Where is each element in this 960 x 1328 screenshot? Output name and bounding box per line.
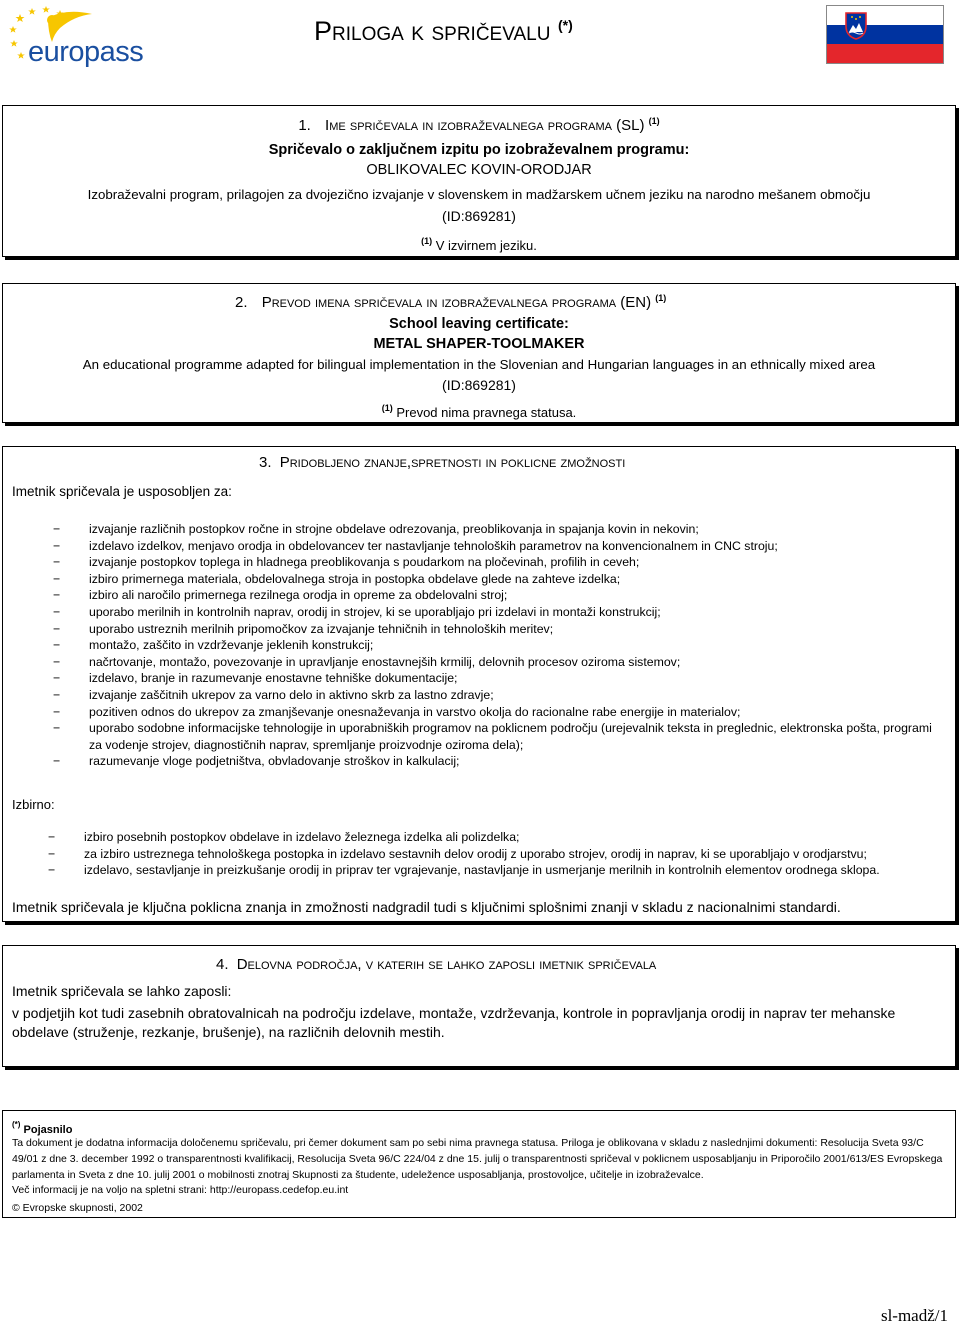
section-2-box	[2, 283, 956, 423]
section-1-mark: (1)	[648, 116, 660, 126]
competence-item: − montažo, zaščito in vzdrževanje jeklenih konstrukcij;	[53, 637, 933, 654]
section-4-title: Delovna področja, v katerih se lahko zaposli imetnik spričevala	[236, 956, 657, 973]
section-1-note-text: V izvirnem jeziku.	[435, 238, 537, 253]
competence-item: − izvajanje postopkov toplega in hladnega preoblikovanja s poudarkom na pločevinah, profilih in ceveh;	[53, 554, 933, 571]
section-4-heading	[216, 955, 656, 975]
footnote-copyright: © Evropske skupnosti, 2002	[12, 1202, 143, 1214]
competence-item: − razumevanje vloge podjetništva, obvladovanje stroškov in kalkulacij;	[53, 753, 933, 770]
programme-description-sl: Izobraževalni program, prilagojen za dvojezično izvajanje v slovenskem in madžarskem učnem jeziku na narodno mešanem območju	[87, 187, 871, 202]
competence-item: − uporabo ustreznih merilnih pripomočkov za izvajanje tehničnih in tehnoloških meritev;	[53, 621, 933, 638]
footnote-text: Ta dokument je dodatna informacija določenemu spričevalu, pri čemer dokument sam po sebi nima pravnega statusa. Priloga je oblikovana v skladu z naslednjimi dokumenti: Resolucija Sveta 93/C 49/01 z dne 3. december 1992 o transparentnosti kvalifikacij, Resolucija Sveta 96/C 224/04 z dne 15. julij o transparentnosti spričeval v poklicnem usposabljanju in Priporočilo 2001/613/ES Evropskega parlamenta in Sveta z dne 10. julij 2001 o mobilnosti znotraj Skupnosti za študente, udeležence usposabljanja, prostovoljce, učitelje in izobraževalce.	[12, 1137, 943, 1181]
elective-list	[48, 829, 938, 879]
section-3-number: 3.	[259, 454, 272, 471]
section-1-number: 1.	[298, 117, 311, 134]
elective-item: − izdelavo, sestavljanje in preizkušanje orodij in priprav ter vgrajevanje, nastavljanje in usmerjanje merilnih in kontrolnih elementov orodnega sklopa.	[48, 862, 938, 879]
certificate-name-en: School leaving certificate:	[389, 316, 569, 332]
competence-item: − uporabo merilnih in kontrolnih naprav, orodij in strojev, ki se uporabljajo pri izdelavi in montaži konstrukcij;	[53, 604, 933, 621]
europass-logo	[8, 4, 144, 72]
footnote-box	[2, 1110, 956, 1218]
section-2-note-text: Prevod nima pravnega statusa.	[396, 405, 577, 420]
footnote-title: Pojasnilo	[23, 1124, 73, 1136]
section-2-note	[3, 399, 955, 422]
page-title-text: Priloga k spričevalu	[314, 16, 551, 46]
competence-item: − načrtovanje, montažo, povezovanje in upravljanje enostavnejših krmilij, delovnih procesov oziroma sistemov;	[53, 654, 933, 671]
section-3-title: Pridobljeno znanje,spretnosti in poklicne zmožnosti	[279, 454, 626, 471]
elective-item: − izbiro posebnih postopkov obdelave in izdelavo železnega izdelka ali polizdelka;	[48, 829, 938, 846]
competence-item: − izdelavo izdelkov, menjavo orodja in obdelovancev ter nastavljanje tehnoloških parametrov na konvencionalnem in CNC stroju;	[53, 538, 933, 555]
section-2-mark: (1)	[655, 293, 667, 303]
competence-item: − pozitiven odnos do ukrepov za zmanjševanje onesnaževanja in varstvo okolja do racionalne rabe energije in materialov;	[53, 704, 933, 721]
section-2-number: 2.	[235, 294, 248, 311]
section-1-note	[3, 232, 955, 255]
logo-text: europass	[28, 36, 144, 68]
section-2-heading	[235, 288, 666, 313]
section-3-closing: Imetnik spričevala je ključna poklicna znanja in zmožnosti nadgradil tudi s ključnimi splošnimi znanji v skladu z nacionalnimi standardi.	[12, 899, 841, 915]
programme-id-en: (ID:869281)	[442, 377, 516, 393]
programme-description-en: An educational programme adapted for bilingual implementation in the Slovenian and Hungarian languages in an ethnically mixed area	[82, 357, 876, 372]
certificate-name-sl: Spričevalo o zaključnem izpitu po izobraževalnem programu:	[268, 142, 690, 158]
elective-item: − za izbiro ustreznega tehnološkega postopka in izdelavo sestavnih delov orodij z uporabo strojev, orodij in naprav, ki se uporabljajo v orodjarstvu;	[48, 846, 938, 863]
slovenia-flag	[826, 5, 944, 64]
coat-of-arms-icon	[845, 12, 867, 40]
competence-item: − izdelavo, branje in razumevanje enostavne tehniške dokumentacije;	[53, 670, 933, 687]
page-title	[314, 8, 573, 48]
occupation-name-en: METAL SHAPER-TOOLMAKER	[373, 336, 585, 352]
competence-item: − izbiro ali naročilo primernega rezilnega orodja in opreme za obdelovalni stroj;	[53, 587, 933, 604]
section-4-intro: Imetnik spričevala se lahko zaposli:	[12, 983, 232, 999]
section-3-box	[2, 446, 956, 922]
section-4-number: 4.	[216, 956, 229, 973]
footnote-more-info: Več informacij je na voljo na spletni strani: http://europass.cedefop.eu.int	[12, 1184, 349, 1196]
section-4-box	[2, 945, 956, 1067]
competence-item: − izvajanje zaščitnih ukrepov za varno delo in aktivno skrb za lastno zdravje;	[53, 687, 933, 704]
page-title-mark: (*)	[557, 17, 573, 33]
section-4-text: v podjetjih kot tudi zasebnih obratovalnicah na področju izdelave, montaže, vzdrževanja, kontrole in popravljanja orodij in naprav ter mehanske obdelave (struženje, rezkanje, brušenje), na različnih delovnih mestih.	[12, 1005, 896, 1040]
footnote-mark: (*)	[12, 1120, 21, 1129]
section-3-heading	[259, 453, 625, 473]
section-1-box	[2, 105, 956, 257]
section-1-note-mark: (1)	[421, 236, 433, 246]
competence-item: − izbiro primernega materiala, obdelovalnega stroja in postopka obdelave glede na zahteve izdelka;	[53, 571, 933, 588]
programme-id-sl: (ID:869281)	[442, 208, 516, 224]
page-code: sl-madž/1	[880, 1306, 948, 1325]
section-1-heading	[3, 111, 955, 136]
section-1-title: Ime spričevala in izobraževalnega programa (SL)	[325, 117, 645, 134]
elective-label: Izbirno:	[12, 797, 55, 812]
competence-item: − uporabo sodobne informacijske tehnologije in uporabniških programov na poklicnem področju (urejevalnik teksta in preglednic, elektronska pošta, programi za vodenje strojev, diagnostičnih naprav, spremljanje proizvodnje oziroma dela);	[53, 720, 933, 753]
section-2-title: Prevod imena spričevala in izobraževalnega programa (EN)	[261, 294, 652, 311]
section-2-note-mark: (1)	[381, 403, 393, 413]
competence-item: − izvajanje različnih postopkov ročne in strojne obdelave odrezovanja, preoblikovanja in spajanja kovin in nekovin;	[53, 521, 933, 538]
occupation-name-sl: OBLIKOVALEC KOVIN-ORODJAR	[366, 162, 592, 178]
flag-stripe-red	[827, 44, 943, 63]
competence-list	[53, 521, 933, 770]
section-3-intro: Imetnik spričevala je usposobljen za:	[12, 484, 232, 499]
